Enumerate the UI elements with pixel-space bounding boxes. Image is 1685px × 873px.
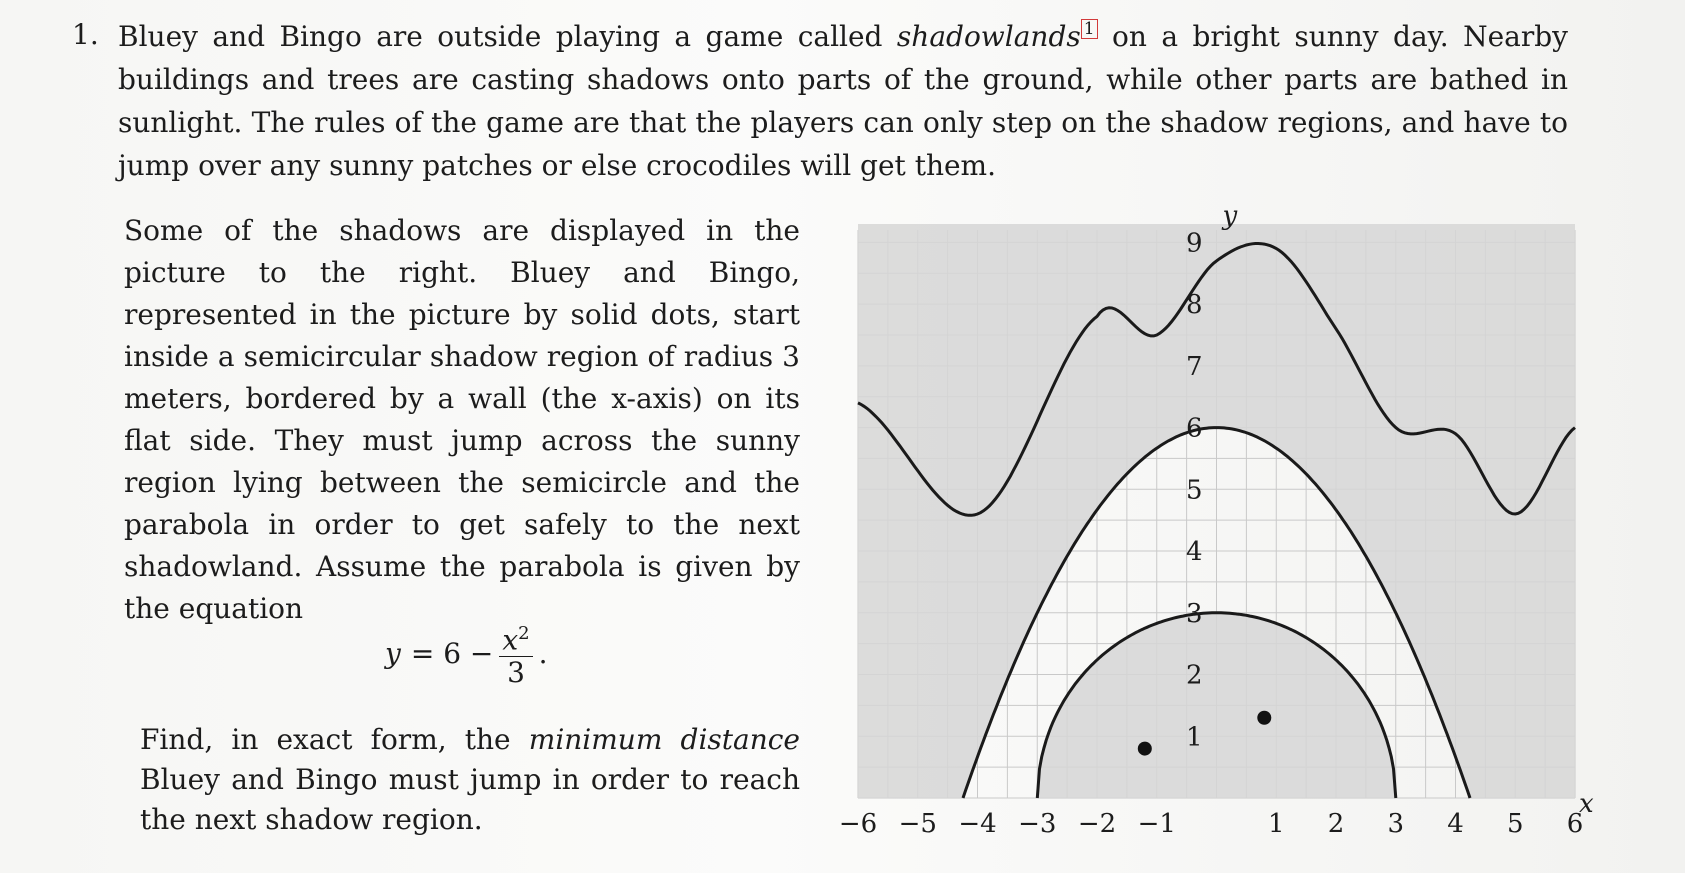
intro-text-2: on a bright sunny day. Nearby buildings and trees are casting shadows onto parts of the ground, while other parts are bathed in sunlight. The rules of the game are that the players can only step on the shadow regions, and have to jump over any sunny patches or else crocodiles will get them.	[118, 20, 1568, 182]
equation-lhs: y	[385, 637, 401, 671]
x-tick-label: −4	[958, 809, 997, 839]
x-axis-label: x	[1579, 789, 1594, 819]
problem-description: Some of the shadows are displayed in the picture to the right. Bluey and Bingo, represented in the picture by solid dots, start inside a semicircular shadow region of radius 3 meters, bordered by a wall (the x-axis) on its flat side. They must jump across the sunny region lying between the semicircle and the parabola in order to get safely to the next shadowland. Assume the parabola is given by the equation	[124, 214, 800, 625]
x-tick-label: −2	[1077, 809, 1117, 839]
x-tick-label: 1	[1267, 809, 1285, 839]
equation-numerator: $x^2$	[499, 618, 532, 657]
y-tick-label: 2	[1185, 660, 1203, 691]
y-tick-label: 3	[1185, 598, 1203, 629]
y-tick-label: 1	[1185, 722, 1203, 753]
problem-number: 1.	[72, 18, 99, 51]
shadow-graph	[838, 200, 1650, 840]
x-tick-label: 5	[1506, 809, 1524, 839]
y-tick-label: 6	[1185, 413, 1203, 444]
shadow-region-semicircle	[1037, 613, 1396, 798]
y-tick-label: 7	[1185, 351, 1203, 382]
x-tick-label: −6	[838, 809, 878, 839]
y-tick-label: 5	[1185, 475, 1203, 506]
equation-equals: = 6 −	[410, 637, 494, 671]
bluey-dot	[1138, 742, 1152, 756]
y-tick-label: 4	[1185, 537, 1203, 568]
x-tick-label: −5	[898, 809, 937, 839]
x-tick-label: 3	[1387, 809, 1405, 839]
y-tick-label: 9	[1185, 228, 1203, 259]
bingo-dot	[1257, 711, 1271, 725]
game-name: shadowlands	[896, 20, 1081, 53]
intro-text-1: Bluey and Bingo are outside playing a game called	[118, 20, 897, 53]
x-tick-label: 6	[1566, 809, 1584, 839]
x-tick-label: −3	[1018, 809, 1057, 839]
question-emphasis: minimum distance	[528, 723, 800, 756]
parabola-equation	[385, 618, 548, 689]
equation-denominator: 3	[507, 656, 525, 690]
x-tick-label: −1	[1137, 809, 1176, 839]
equation-fraction	[499, 618, 532, 689]
problem-intro	[118, 15, 1568, 187]
equation-period: .	[538, 637, 548, 671]
y-tick-label: 8	[1185, 290, 1203, 321]
y-axis-label: y	[1222, 201, 1238, 231]
question-text: Find, in exact form, the minimum distance Bluey and Bingo must jump in order to reach the next shadow region.	[140, 723, 800, 836]
x-tick-label: 4	[1447, 809, 1464, 839]
footnote-link[interactable]: 1	[1081, 19, 1098, 39]
x-tick-label: 2	[1327, 809, 1345, 839]
